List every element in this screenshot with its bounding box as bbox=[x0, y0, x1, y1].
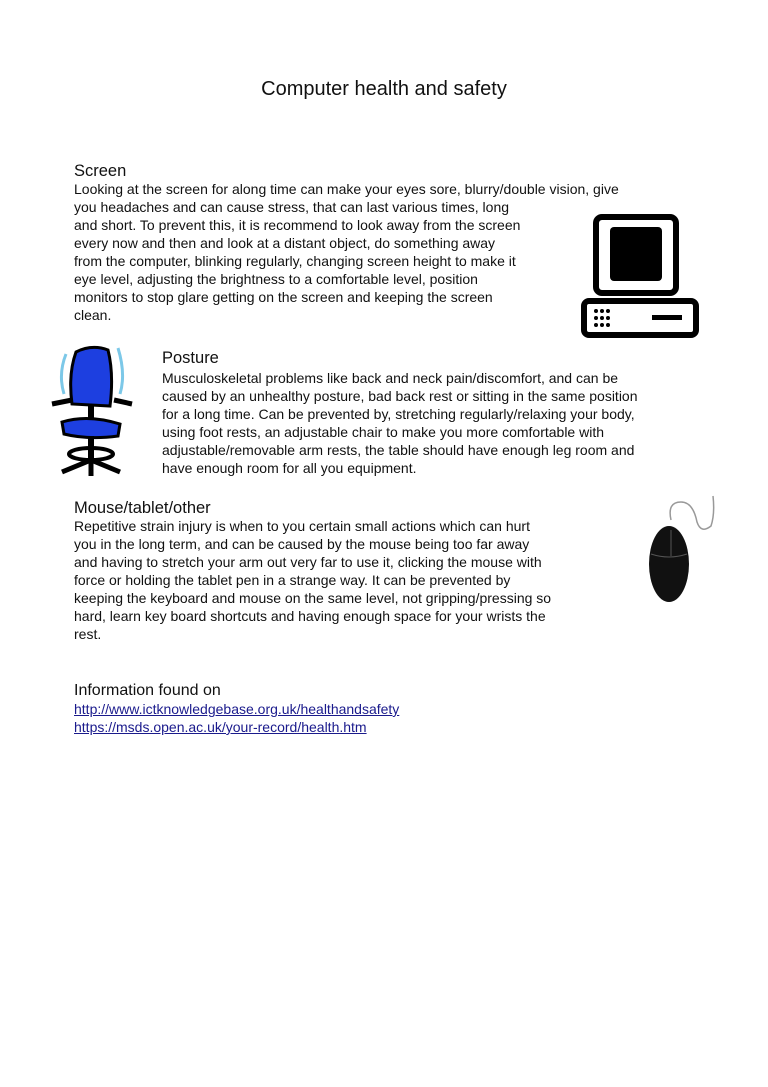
source-link-open-university[interactable]: https://msds.open.ac.uk/your-record/health.htm bbox=[74, 719, 367, 735]
text-line: hard, learn key board shortcuts and having enough space for your wrists the bbox=[74, 608, 546, 624]
page-title: Computer health and safety bbox=[261, 78, 507, 100]
text-line: every now and then and look at a distant object, do something away bbox=[74, 235, 496, 251]
text-line: from the computer, blinking regularly, changing screen height to make it bbox=[74, 253, 516, 269]
text-line: for a long time. Can be prevented by, stretching regularly/relaxing your body, bbox=[162, 406, 635, 422]
source-link-ictknowledgebase[interactable]: http://www.ictknowledgebase.org.uk/healthandsafety bbox=[74, 701, 400, 717]
text-line: Repetitive strain injury is when to you certain small actions which can hurt bbox=[74, 518, 530, 534]
text-line: caused by an unhealthy posture, bad back rest or sitting in the same position bbox=[162, 388, 638, 404]
computer-mouse-icon bbox=[645, 494, 720, 606]
sources-heading: Information found on bbox=[74, 682, 221, 699]
text-line: keeping the keyboard and mouse on the same level, not gripping/pressing so bbox=[74, 590, 552, 606]
text-line: and short. To prevent this, it is recommend to look away from the screen bbox=[74, 217, 521, 233]
section-heading-posture: Posture bbox=[162, 349, 219, 367]
computer-icon bbox=[580, 213, 700, 339]
section-heading-screen: Screen bbox=[74, 162, 127, 180]
text-line: Looking at the screen for along time can make your eyes sore, blurry/double vision, give bbox=[74, 181, 619, 197]
text-line: clean. bbox=[74, 307, 112, 323]
text-line: you headaches and can cause stress, that can last various times, long bbox=[74, 199, 510, 215]
text-line: rest. bbox=[74, 626, 102, 642]
section-body-screen bbox=[74, 180, 619, 324]
text-line: and having to stretch your arm out very far to use it, clicking the mouse with bbox=[74, 554, 542, 570]
text-line: have enough room for all you equipment. bbox=[162, 460, 417, 476]
text-line: adjustable/removable arm rests, the table should have enough leg room and bbox=[162, 442, 635, 458]
text-line: eye level, adjusting the brightness to a comfortable level, position bbox=[74, 271, 478, 287]
text-line: using foot rests, an adjustable chair to make you more comfortable with bbox=[162, 424, 604, 440]
section-heading-mouse: Mouse/tablet/other bbox=[74, 499, 211, 517]
text-line: Musculoskeletal problems like back and neck pain/discomfort, and can be bbox=[162, 370, 619, 386]
text-line: force or holding the tablet pen in a strange way. It can be prevented by bbox=[74, 572, 511, 588]
section-body-mouse bbox=[74, 517, 551, 643]
section-body-posture bbox=[162, 369, 638, 477]
sources-links bbox=[74, 700, 399, 736]
text-line: you in the long term, and can be caused by the mouse being too far away bbox=[74, 536, 530, 552]
text-line: monitors to stop glare getting on the screen and keeping the screen bbox=[74, 289, 493, 305]
office-chair-icon bbox=[48, 344, 134, 480]
